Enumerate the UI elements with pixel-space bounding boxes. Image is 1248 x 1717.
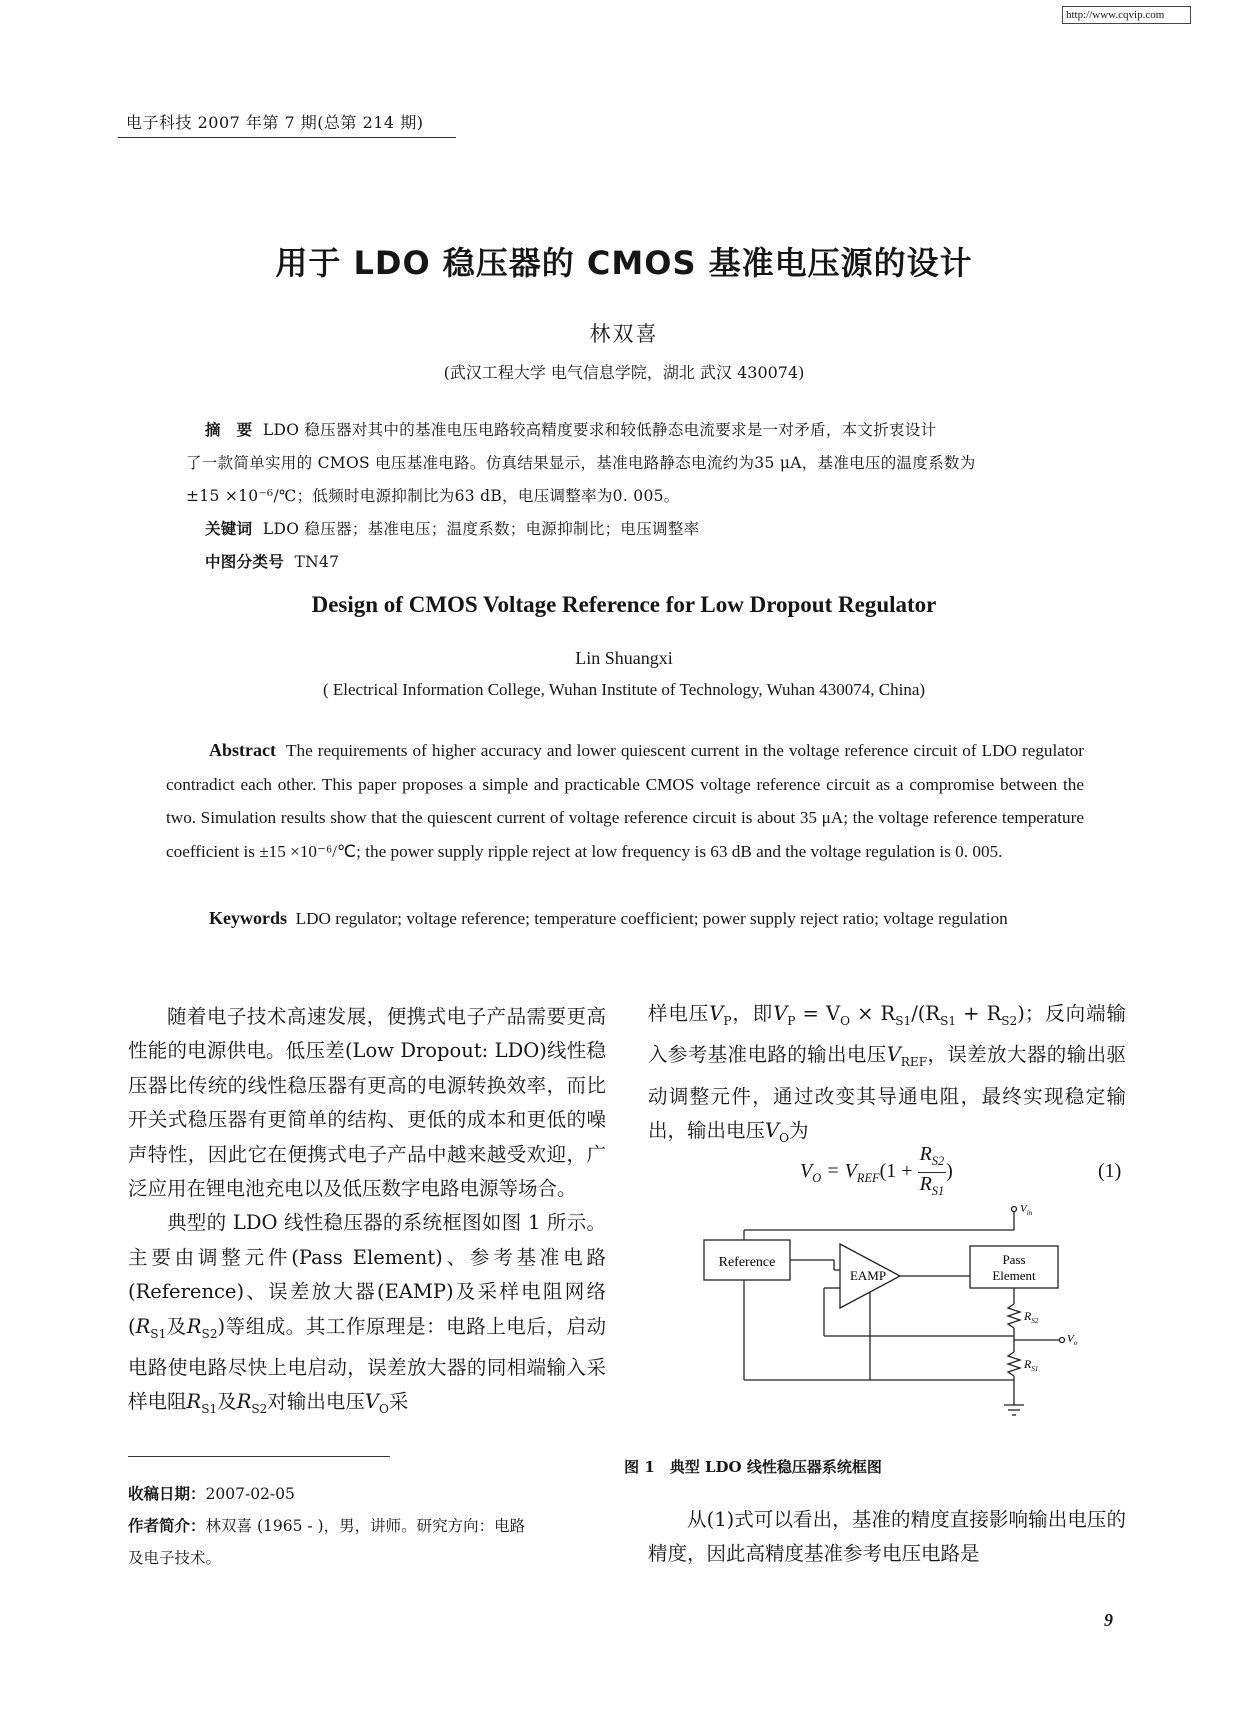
keywords-en-label: Keywords — [209, 908, 287, 928]
pass-label-2: Element — [992, 1268, 1036, 1283]
rs2-resistor — [1008, 1304, 1020, 1328]
classification-text: TN47 — [294, 553, 340, 571]
header-rule — [118, 137, 456, 138]
page-number: 9 — [1104, 1610, 1113, 1630]
body-paragraph-3: 样电压$V_P$，即$V_P = V_O \times R_{S1}/(R_{S1} + R_{S2})$；反向端输入参考基准电路的输出电压$V_{REF}$，误差放大器的输出驱动调整元件，通过改变其导通电阻，最终实现稳定输出，输出电压$V_O$为 — [648, 1002, 1126, 1145]
classification-label: 中图分类号 — [205, 553, 285, 571]
source-url[interactable]: http://www.cqvip.com — [1062, 6, 1191, 24]
affiliation-cn: (武汉工程大学 电气信息学院，湖北 武汉 430074) — [443, 363, 805, 382]
paper-title-en: Design of CMOS Voltage Reference for Low Dropout Regulator — [311, 592, 937, 617]
rs2-label: $R_{S2}$ — [1024, 1309, 1039, 1325]
figure-1-block-diagram — [700, 1200, 1080, 1450]
rs1-resistor — [1008, 1352, 1020, 1376]
equation-number: (1) — [1098, 1160, 1122, 1182]
affiliation-en: ( Electrical Information College, Wuhan Institute of Technology, Wuhan 430074, China) — [322, 680, 926, 699]
abstract-en-text: The requirements of higher accuracy and lower quiescent current in the voltage reference circuit of LDO regulator contradict each other. This paper proposes a simple and practicable CMOS voltage reference circuit as a compromise between the two. Simulation results show that the quiescent current of voltage reference circuit is about 35 μA; the voltage reference temperature coefficient is ±15 ×10⁻⁶/℃; the power supply ripple reject at low frequency is 63 dB and the voltage regulation is 0. 005. — [166, 741, 1085, 861]
keywords-cn — [205, 517, 699, 539]
keywords-cn-label: 关键词 — [205, 520, 253, 538]
paper-title-cn: 用于 LDO 稳压器的 CMOS 基准电压源的设计 — [275, 244, 973, 282]
abstract-en — [166, 734, 1084, 868]
abstract-cn-line1 — [205, 418, 936, 440]
keywords-en — [166, 902, 1084, 936]
body-column-right-lower — [648, 1503, 1126, 1572]
vo-terminal — [1060, 1338, 1065, 1343]
body-paragraph-2: 典型的 LDO 线性稳压器的系统框图如图 1 所示。主要由调整元件(Pass Element)、参考基准电路(Reference)、误差放大器(EAMP)及采样电阻网络($R_{S1}$及$R_{S2}$)等组成。其工作原理是：电路上电后，启动电路使电路尽快上电启动，误差放大器的同相端输入采样电阻$R_{S1}$及$R_{S2}$对输出电压$V_O$采 — [128, 1211, 606, 1417]
body-column-left — [128, 1000, 606, 1427]
footnote-received: 收稿日期：2007-02-05 — [128, 1485, 295, 1503]
footnote-author-1: 作者简介：林双喜 (1965 - )，男，讲师。研究方向：电路 — [128, 1517, 526, 1535]
journal-header: 电子科技 2007 年第 7 期(总第 214 期) — [126, 113, 424, 132]
body-paragraph-1: 随着电子技术高速发展，便携式电子产品需要更高性能的电源供电。低压差(Low Dropout: LDO)线性稳压器比传统的线性稳压器有更高的电源转换效率，而比开关式稳压器有更简单的结构、更低的成本和更低的噪声特性，因此它在便携式电子产品中越来越受欢迎，广泛应用在锂电池充电以及低压数字电路电源等场合。 — [128, 1005, 606, 1201]
keywords-en-text: LDO regulator; voltage reference; temperature coefficient; power supply reject ratio; voltage regulation — [295, 909, 1008, 928]
abstract-en-label: Abstract — [209, 740, 276, 760]
vin-label: $V_{in}$ — [1020, 1203, 1033, 1217]
abstract-cn-line2: 了一款简单实用的 CMOS 电压基准电路。仿真结果显示，基准电路静态电流约为35 μA，基准电压的温度系数为 — [186, 454, 976, 472]
abstract-cn-label: 摘 要 — [205, 421, 253, 439]
pass-label-1: Pass — [1002, 1252, 1026, 1267]
footnote-author-2: 及电子技术。 — [128, 1549, 222, 1567]
body-paragraph-4: 从(1)式可以看出，基准的精度直接影响输出电压的精度，因此高精度基准参考电压电路是 — [648, 1508, 1126, 1566]
rs1-label: $R_{S1}$ — [1024, 1357, 1039, 1373]
figure-1-caption: 图 1 典型 LDO 线性稳压器系统框图 — [624, 1458, 882, 1476]
abstract-cn-line3: ±15 ×10⁻⁶/℃；低频时电源抑制比为63 dB，电压调整率为0. 005。 — [186, 487, 680, 505]
keywords-cn-text: LDO 稳压器；基准电压；温度系数；电源抑制比；电压调整率 — [262, 520, 700, 538]
author-en: Lin Shuangxi — [575, 648, 673, 668]
abstract-cn-text1: LDO 稳压器对其中的基准电压电路较高精度要求和较低静态电流要求是一对矛盾，本文折衷设计 — [262, 421, 937, 439]
vo-label: $V_o$ — [1067, 1333, 1078, 1347]
author-cn: 林双喜 — [589, 322, 659, 346]
body-column-right — [648, 997, 1126, 1155]
vin-terminal — [1012, 1207, 1017, 1212]
equation-1: $V_O = V_{REF}(1$ + $\frac{R_{S2}}{R_{S1}}$ ) — [800, 1143, 953, 1198]
classification — [205, 550, 339, 572]
eamp-label: EAMP — [849, 1268, 887, 1283]
reference-label: Reference — [718, 1255, 776, 1270]
footnote-rule — [128, 1456, 390, 1457]
